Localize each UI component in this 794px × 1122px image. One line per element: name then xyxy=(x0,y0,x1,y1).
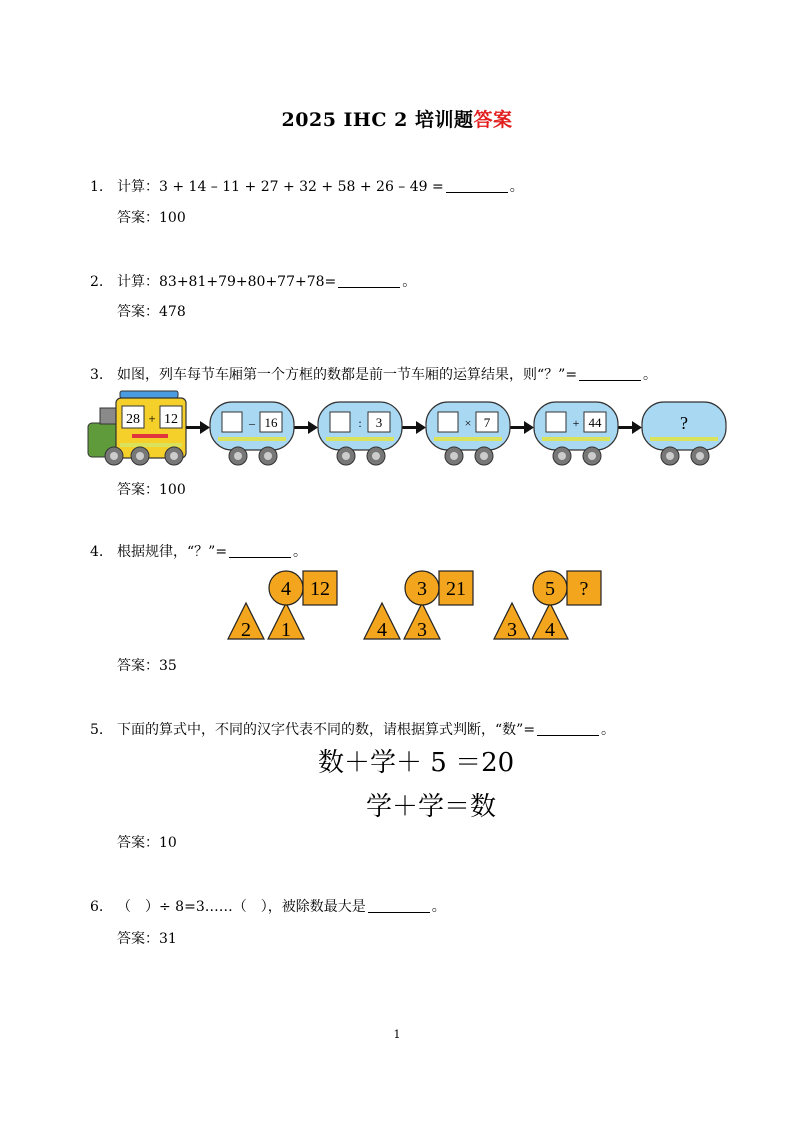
circle-number: 5 xyxy=(545,578,555,600)
equation-line-2: 学＋学＝数 xyxy=(366,792,497,822)
square-number: ? xyxy=(579,578,589,600)
square-number: 12 xyxy=(310,578,330,600)
train-car-2 xyxy=(318,402,402,465)
pattern-figure xyxy=(226,566,606,642)
car-number: 7 xyxy=(483,415,491,430)
triangle-right-number: 4 xyxy=(545,619,555,641)
answer-4: 答案：35 xyxy=(117,658,177,674)
pattern-group-2 xyxy=(364,571,473,641)
triangle-left-number: 4 xyxy=(377,619,387,641)
question-number: 2. xyxy=(90,274,104,290)
car-operator: – xyxy=(249,416,255,430)
answer-1: 答案：100 xyxy=(117,210,186,226)
pattern-group-3 xyxy=(494,571,601,641)
answer-3: 答案：100 xyxy=(117,482,186,498)
question-5 xyxy=(90,719,615,739)
page-title xyxy=(0,105,794,132)
train-engine xyxy=(88,391,186,465)
question-text: 根据规律，“？”= xyxy=(117,544,228,560)
square-number: 21 xyxy=(446,578,466,600)
question-text: 如图，列车每节车厢第一个方框的数都是前一节车厢的运算结果，则“？”= xyxy=(117,367,578,383)
engine-number-b: 12 xyxy=(164,412,178,427)
question-2 xyxy=(90,271,416,291)
train-car-3 xyxy=(426,402,510,465)
question-text: 下面的算式中，不同的汉字代表不同的数，请根据算式判断，“数”= xyxy=(117,722,536,738)
answer-5: 答案：10 xyxy=(117,835,177,851)
car-operator: × xyxy=(464,416,472,430)
question-text-end: 。 xyxy=(509,179,524,195)
question-text: 计算：83+81+79+80+77+78= xyxy=(117,274,337,290)
train-car-1 xyxy=(210,402,294,465)
question-4 xyxy=(90,541,307,561)
train-car-4 xyxy=(534,402,618,465)
question-text-end: 。 xyxy=(402,274,417,290)
question-1 xyxy=(90,176,524,196)
circle-number: 4 xyxy=(281,578,291,600)
car-number: 16 xyxy=(264,415,278,430)
equation-line-1: 数＋学＋ 5 ＝20 xyxy=(318,748,515,778)
unknown-value: ? xyxy=(680,413,688,433)
answer-blank xyxy=(446,178,508,193)
car-number: 3 xyxy=(375,415,383,430)
triangle-right-number: 1 xyxy=(281,619,291,641)
question-number: 4. xyxy=(90,544,104,560)
answer-2: 答案：478 xyxy=(117,304,186,320)
triangle-left-number: 3 xyxy=(507,619,517,641)
triangle-left-number: 2 xyxy=(241,619,251,641)
question-3 xyxy=(90,364,657,384)
answer-blank xyxy=(368,898,430,913)
answer-blank xyxy=(579,366,641,381)
answer-blank xyxy=(338,273,400,288)
page-number: 1 xyxy=(393,1028,401,1041)
question-text-end: 。 xyxy=(431,899,446,915)
question-number: 5. xyxy=(90,722,104,738)
question-text: 计算：3 + 14 – 11 + 27 + 32 + 58 + 26 – 49 = xyxy=(117,179,444,195)
train-figure xyxy=(86,388,736,468)
answer-blank xyxy=(229,543,291,558)
car-operator: + xyxy=(572,416,580,430)
title-highlight: 答案 xyxy=(473,109,513,131)
title-main: 2025 IHC 2 培训题 xyxy=(281,109,474,131)
question-number: 6. xyxy=(90,899,104,915)
engine-number-a: 28 xyxy=(126,412,140,427)
question-number: 1. xyxy=(90,179,104,195)
question-text: （ ）÷ 8=3……（ ），被除数最大是 xyxy=(117,899,366,915)
answer-6: 答案：31 xyxy=(117,931,177,947)
pattern-group-1 xyxy=(228,571,337,641)
train-car-last xyxy=(642,402,726,465)
question-6 xyxy=(90,896,446,916)
answer-blank xyxy=(537,721,599,736)
car-operator: : xyxy=(358,416,362,430)
question-text-end: 。 xyxy=(601,722,616,738)
triangle-right-number: 3 xyxy=(417,619,427,641)
question-number: 3. xyxy=(90,367,104,383)
car-number: 44 xyxy=(588,415,602,430)
question-text-end: 。 xyxy=(293,544,308,560)
engine-operator: + xyxy=(148,411,156,426)
question-text-end: 。 xyxy=(643,367,658,383)
circle-number: 3 xyxy=(417,578,427,600)
